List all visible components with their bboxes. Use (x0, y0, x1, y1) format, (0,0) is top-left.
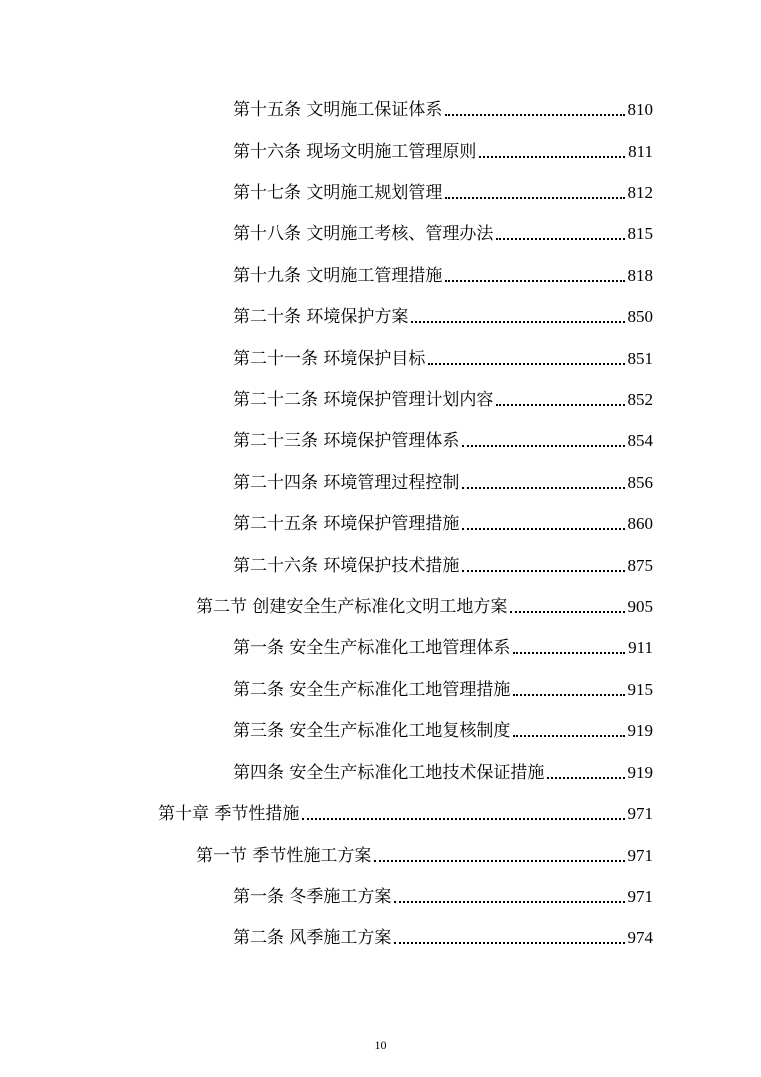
toc-entry-page: 971 (627, 887, 653, 906)
toc-entry-title: 第二条 安全生产标准化工地管理措施 (233, 680, 511, 700)
toc-entry-title: 第二条 风季施工方案 (233, 928, 392, 948)
toc-entry-page: 810 (627, 100, 653, 119)
toc-entry-title: 第十七条 文明施工规划管理 (233, 183, 443, 203)
toc-entry (233, 180, 653, 206)
dot-leader (445, 197, 624, 199)
dot-leader (302, 818, 624, 820)
toc-entry (233, 677, 653, 703)
toc-entry-page: 919 (627, 763, 653, 782)
toc-entry-title: 第一条 冬季施工方案 (233, 887, 392, 907)
toc-entry-page: 815 (627, 224, 653, 243)
toc-entry-page: 856 (627, 473, 653, 492)
toc-entry-title: 第一节 季节性施工方案 (196, 846, 372, 866)
dot-leader (513, 694, 624, 696)
dot-leader (513, 652, 625, 654)
toc-entry-page: 851 (627, 349, 653, 368)
toc-entry-page: 854 (627, 431, 653, 450)
toc-entry-page: 860 (627, 514, 653, 533)
toc-entry-page: 915 (627, 680, 653, 699)
toc-entry (233, 884, 653, 910)
toc-entry-page: 852 (627, 390, 653, 409)
dot-leader (411, 321, 624, 323)
dot-leader (428, 363, 624, 365)
dot-leader (496, 238, 624, 240)
toc-entry-title: 第二十六条 环境保护技术措施 (233, 556, 460, 576)
toc-entry-title: 第二十条 环境保护方案 (233, 307, 409, 327)
toc-entry-page: 971 (627, 846, 653, 865)
toc-entry-page: 905 (627, 597, 653, 616)
toc-entry (233, 511, 653, 537)
dot-leader (374, 860, 624, 862)
toc-entry-title: 第二十一条 环境保护目标 (233, 349, 426, 369)
toc-entry-title: 第十九条 文明施工管理措施 (233, 266, 443, 286)
toc-entry-page: 850 (627, 307, 653, 326)
toc-entry-page: 875 (627, 556, 653, 575)
toc-entry-page: 818 (627, 266, 653, 285)
toc-entry (196, 843, 653, 869)
toc-entry-title: 第十五条 文明施工保证体系 (233, 100, 443, 120)
toc-entry-title: 第十八条 文明施工考核、管理办法 (233, 224, 494, 244)
toc-entry-title: 第二十五条 环境保护管理措施 (233, 514, 460, 534)
dot-leader (462, 528, 624, 530)
toc-entry-title: 第三条 安全生产标准化工地复核制度 (233, 721, 511, 741)
dot-leader (462, 487, 624, 489)
toc-entry (233, 925, 653, 951)
toc-entry (233, 428, 653, 454)
toc-entry (196, 594, 653, 620)
dot-leader (547, 777, 624, 779)
page-number: 10 (374, 1038, 387, 1052)
toc-entry (233, 97, 653, 123)
toc-entry-title: 第二节 创建安全生产标准化文明工地方案 (196, 597, 508, 617)
toc-entry-title: 第二十三条 环境保护管理体系 (233, 431, 460, 451)
dot-leader (462, 570, 624, 572)
dot-leader (479, 156, 625, 158)
dot-leader (445, 114, 624, 116)
toc-entry-page: 812 (627, 183, 653, 202)
toc-entry-title: 第十六条 现场文明施工管理原则 (233, 142, 477, 162)
toc-entry (233, 718, 653, 744)
toc-entry (233, 139, 653, 165)
dot-leader (496, 404, 624, 406)
toc-entry-page: 919 (627, 721, 653, 740)
dot-leader (513, 735, 624, 737)
dot-leader (462, 445, 624, 447)
toc-entry (233, 760, 653, 786)
toc-entry-page: 811 (628, 142, 653, 161)
toc-entry (233, 346, 653, 372)
toc-entry-page: 971 (627, 804, 653, 823)
toc-entry (233, 263, 653, 289)
toc-entry (233, 470, 653, 496)
dot-leader (445, 280, 624, 282)
toc-entry-page: 911 (628, 638, 653, 657)
dot-leader (394, 901, 624, 903)
toc-entry-title: 第一条 安全生产标准化工地管理体系 (233, 638, 511, 658)
toc-entry-title: 第二十二条 环境保护管理计划内容 (233, 390, 494, 410)
toc-entry-title: 第二十四条 环境管理过程控制 (233, 473, 460, 493)
dot-leader (394, 942, 624, 944)
toc-entry (233, 387, 653, 413)
toc-entry-title: 第四条 安全生产标准化工地技术保证措施 (233, 763, 545, 783)
toc-entry (233, 304, 653, 330)
toc-entry (233, 635, 653, 661)
toc-entry (158, 801, 653, 827)
toc-entry (233, 221, 653, 247)
toc-entry (233, 553, 653, 579)
dot-leader (510, 611, 624, 613)
toc-entry-title: 第十章 季节性措施 (158, 804, 300, 824)
toc-entry-page: 974 (627, 928, 653, 947)
